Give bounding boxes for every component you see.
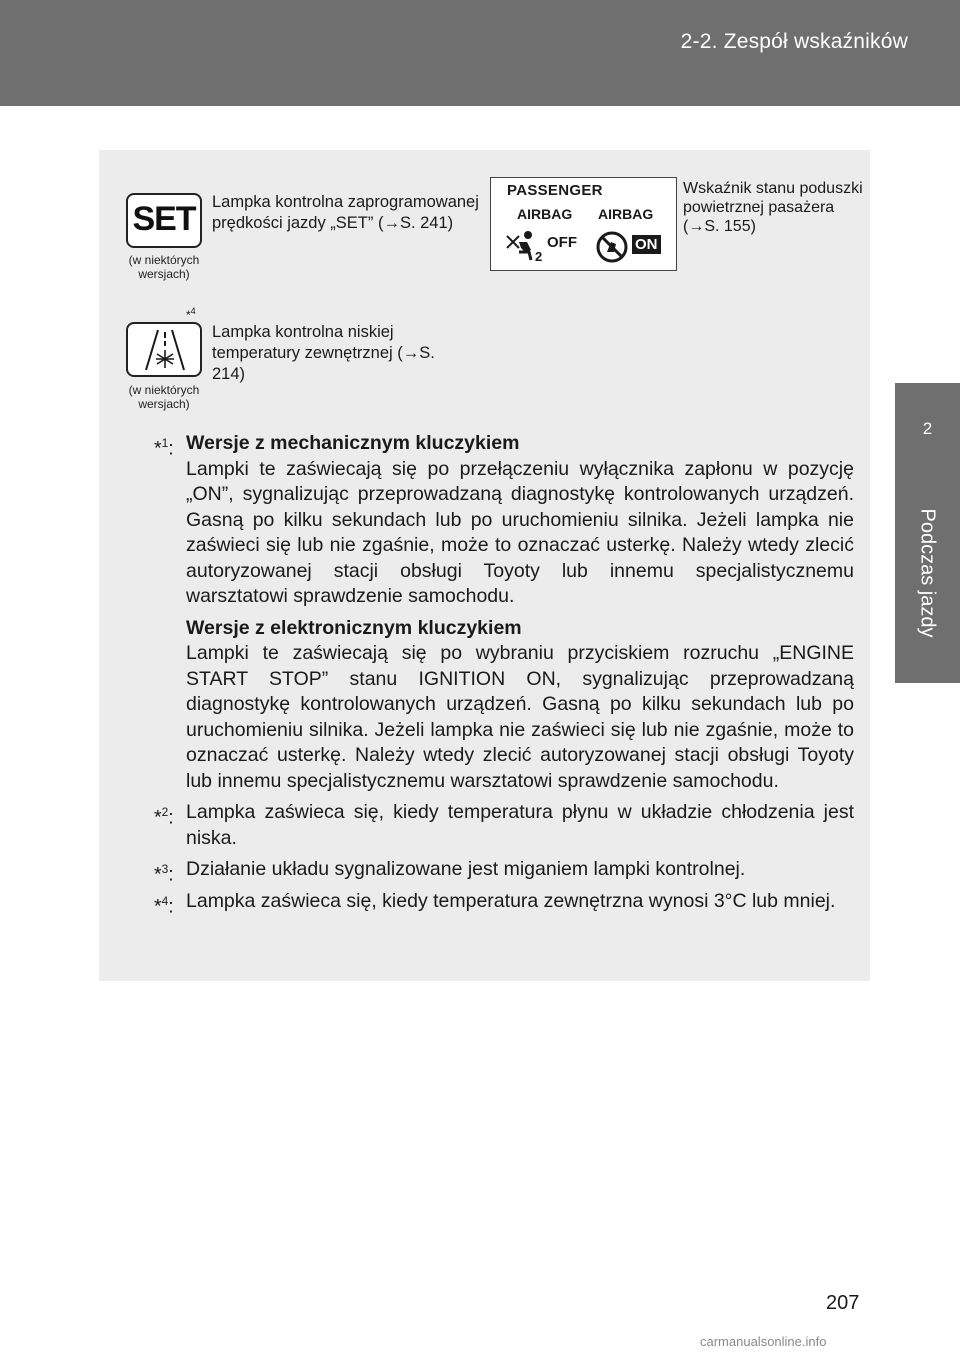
footnote-1-title-mechanical: Wersje z mechanicznym kluczykiem	[186, 432, 520, 454]
footnote-1-body-mechanical: Lampki te zaświecają się po przełączeniu wyłącznika zapłonu w pozycję „ON”, sygnalizując przeprowadzaną diagnostykę kontrolowanych urządzeń. Gasną po kilku sekundach lub po uruchomieniu silnika. Jeżeli lampka nie zaświeci się lub nie zgaśnie, może to oznaczać usterkę. Należy wtedy zlecić autoryzowanej stacji obsługi Toyoty lub innemu specjalistycznemu warsztatowi sprawdzenie samochodu.	[186, 457, 854, 607]
chapter-number: 2	[922, 419, 933, 438]
footnote-4-mark: *$^4$:	[154, 893, 174, 917]
set-icon-caption: (w niektórych wersjach)	[128, 253, 200, 281]
watermark: carmanualsonline.info	[700, 1334, 827, 1349]
seated-person-off-icon	[505, 230, 545, 262]
low-temp-footnote-ref	[186, 306, 196, 322]
footnote-3	[148, 857, 854, 886]
page-header	[0, 0, 960, 106]
low-temp-icon-caption: (w niektórych wersjach)	[128, 383, 200, 411]
passenger-airbag-indicator-icon	[490, 177, 677, 271]
airbag-label-right: AIRBAG	[598, 206, 654, 222]
footnote-1	[148, 431, 854, 794]
set-icon-text: SET	[132, 200, 196, 238]
road-snowflake-icon	[142, 328, 188, 372]
prohibited-seat-icon	[595, 230, 629, 264]
footnotes	[148, 431, 854, 920]
footnote-4	[148, 889, 854, 915]
footnote-1-body-electronic: Lampki te zaświecają się po wybraniu przyciskiem rozruchu „ENGINE START STOP” stanu IGNITION ON, sygnalizując przeprowadzaną diagnostykę kontrolowanych urządzeń. Gasną po kilku sekundach lub po uruchomieniu silnika. Jeżeli lampka nie zaświeci się lub nie zgaśnie, może to oznaczać usterkę. Należy wtedy zlecić autoryzowanej stacji obsługi Toyoty lub innemu specjalistycznemu warsztatowi sprawdzenie samochodu.	[186, 642, 854, 792]
footnote-1-title-electronic: Wersje z elektronicznym kluczykiem	[186, 616, 522, 639]
chapter-side-tab	[895, 383, 960, 683]
set-indicator-description: Lampka kontrolna zaprogramowanej prędkości jazdy „SET” (→S. 241)	[212, 193, 479, 232]
airbag-on-label: ON	[632, 235, 661, 254]
footnote-4-body: Lampka zaświeca się, kiedy temperatura zewnętrzna wynosi 3°C lub mniej.	[186, 889, 836, 912]
airbag-off-label: OFF	[547, 234, 577, 251]
page-number: 207	[826, 1292, 860, 1314]
footnote-number: 4	[190, 306, 196, 316]
airbag-label-left: AIRBAG	[517, 206, 573, 222]
footnote-star: *	[186, 308, 191, 322]
airbag-indicator-description: Wskaźnik stanu poduszki powietrznej pasażera (→S. 155)	[683, 180, 863, 235]
footnote-1-mark: *$^1$:	[154, 436, 174, 460]
set-indicator-icon	[126, 193, 202, 248]
low-temperature-indicator-icon	[126, 322, 202, 377]
footnote-2-mark: *$^2$:	[154, 805, 174, 829]
section-title: 2-2. Zespół wskaźników	[680, 30, 908, 53]
footnote-2	[148, 800, 854, 851]
footnote-2-body: Lampka zaświeca się, kiedy temperatura płynu w układzie chłodzenia jest niska.	[186, 801, 854, 849]
svg-text:2: 2	[535, 249, 543, 262]
airbag-passenger-label: PASSENGER	[507, 182, 603, 199]
low-temp-indicator-description: Lampka kontrolna niskiej temperatury zewnętrznej (→S. 214)	[212, 323, 435, 383]
footnote-3-body: Działanie układu sygnalizowane jest miganiem lampki kontrolnej.	[186, 858, 746, 880]
chapter-label: Podczas jazdy	[916, 508, 939, 638]
footnote-3-mark: *$^3$:	[154, 862, 174, 886]
